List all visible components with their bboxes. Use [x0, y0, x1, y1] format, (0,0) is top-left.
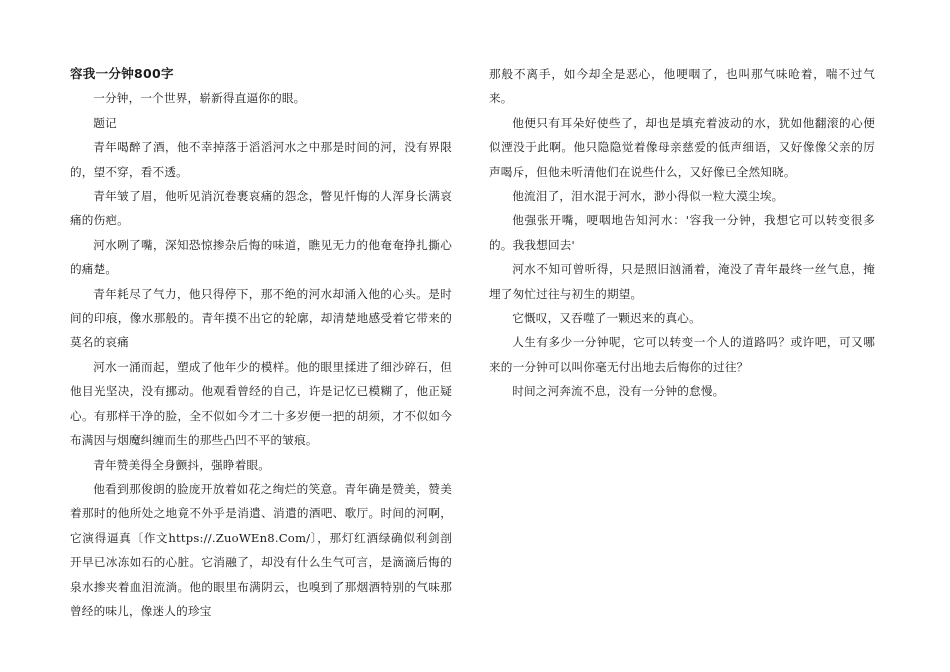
- body-paragraph: 青年赞美得全身颤抖，强睁着眼。: [93, 457, 271, 472]
- body-paragraph: 河水不知可曾听得，只是照旧汹涌着，淹没了青年最终一丝气息，掩埋了匆忙过往与初生的期望。: [489, 262, 875, 301]
- continued-paragraph: 那般不离手，如今却全是恶心，他哽咽了，也叫那气味呛着，喘不过气来。: [489, 67, 875, 106]
- epigraph: 一分钟，一个世界，崭新得直逼你的眼。: [93, 91, 306, 106]
- body-paragraph: 他强张开嘴，哽咽地告知河水：'容我一分钟，我想它可以转变很多的。我我想回去': [489, 213, 875, 252]
- epigraph-label: 题记: [93, 115, 117, 130]
- page-title: 容我一分钟800字: [70, 66, 174, 81]
- body-paragraph: 河水咧了嘴，深知恐惊掺杂后悔的味道，瞧见无力的他奄奄挣扎撕心的痛楚。: [70, 237, 452, 277]
- body-paragraph: 青年耗尽了气力，他只得停下，那不绝的河水却涌入他的心头。是时间的印痕，像水那般的。青年摸不出它的轮廓，却清楚地感受着它带来的莫名的哀痛: [70, 286, 452, 350]
- right-column: [489, 62, 875, 404]
- body-paragraph: 青年喝醉了酒，他不幸掉落于滔滔河水之中那是时间的河，没有界限的，望不穿，看不透。: [70, 140, 452, 179]
- body-paragraph: 他流泪了，泪水混于河水，渺小得似一粒大漠尘埃。: [512, 189, 784, 204]
- body-paragraph: 河水一涌而起，塑成了他年少的模样。他的眼里揉进了细沙碎石，但他目光坚决，没有挪动。他观看曾经的自己，许是记忆已模糊了，他正疑心。有那样干净的脸，全不似如今才二十多岁便一把的胡须，才不似如今布满因与烟魔纠缠而生的那些凸凹不平的皱痕。: [70, 359, 452, 448]
- body-paragraph: 青年皱了眉，他听见消沉卷裹哀痛的怨念，瞥见忏悔的人浑身长满哀痛的伤疤。: [70, 189, 452, 228]
- body-paragraph: 他便只有耳朵好使些了，却也是填充着波动的水，犹如他翻滚的心便似湮没于此啊。他只隐隐觉着像母亲慈爱的低声细语，又好像像父亲的厉声喝斥，但他未听清他们在说些什么，又好像已全然知晓。: [489, 115, 875, 179]
- closing-paragraph: 时间之河奔流不息，没有一分钟的怠慢。: [512, 384, 725, 399]
- left-column: [70, 62, 452, 623]
- body-paragraph: 他看到那俊朗的脸庞开放着如花之绚烂的笑意。青年确是赞美，赞美着那时的他所处之地竟不外乎是消遣、消遣的酒吧、歌厅。时间的河啊，它演得逼真〔作文https://.ZuoWEn8.Com/〕，那灯红酒绿确似利剑剖开早已冰冻如石的心脏。它消融了，却没有什么生气可言，是滴滴后悔的泉水掺夹着血泪流淌。他的眼里布满阴云，也嗅到了那烟酒特别的气味那曾经的味儿，像迷人的珍宝: [70, 481, 452, 618]
- body-paragraph: 人生有多少一分钟呢，它可以转变一个人的道路吗？或许吧，可又哪来的一分钟可以叫你毫无付出地去后悔你的过往？: [489, 335, 875, 374]
- body-paragraph: 它慨叹，又吞噬了一颗迟来的真心。: [512, 311, 701, 326]
